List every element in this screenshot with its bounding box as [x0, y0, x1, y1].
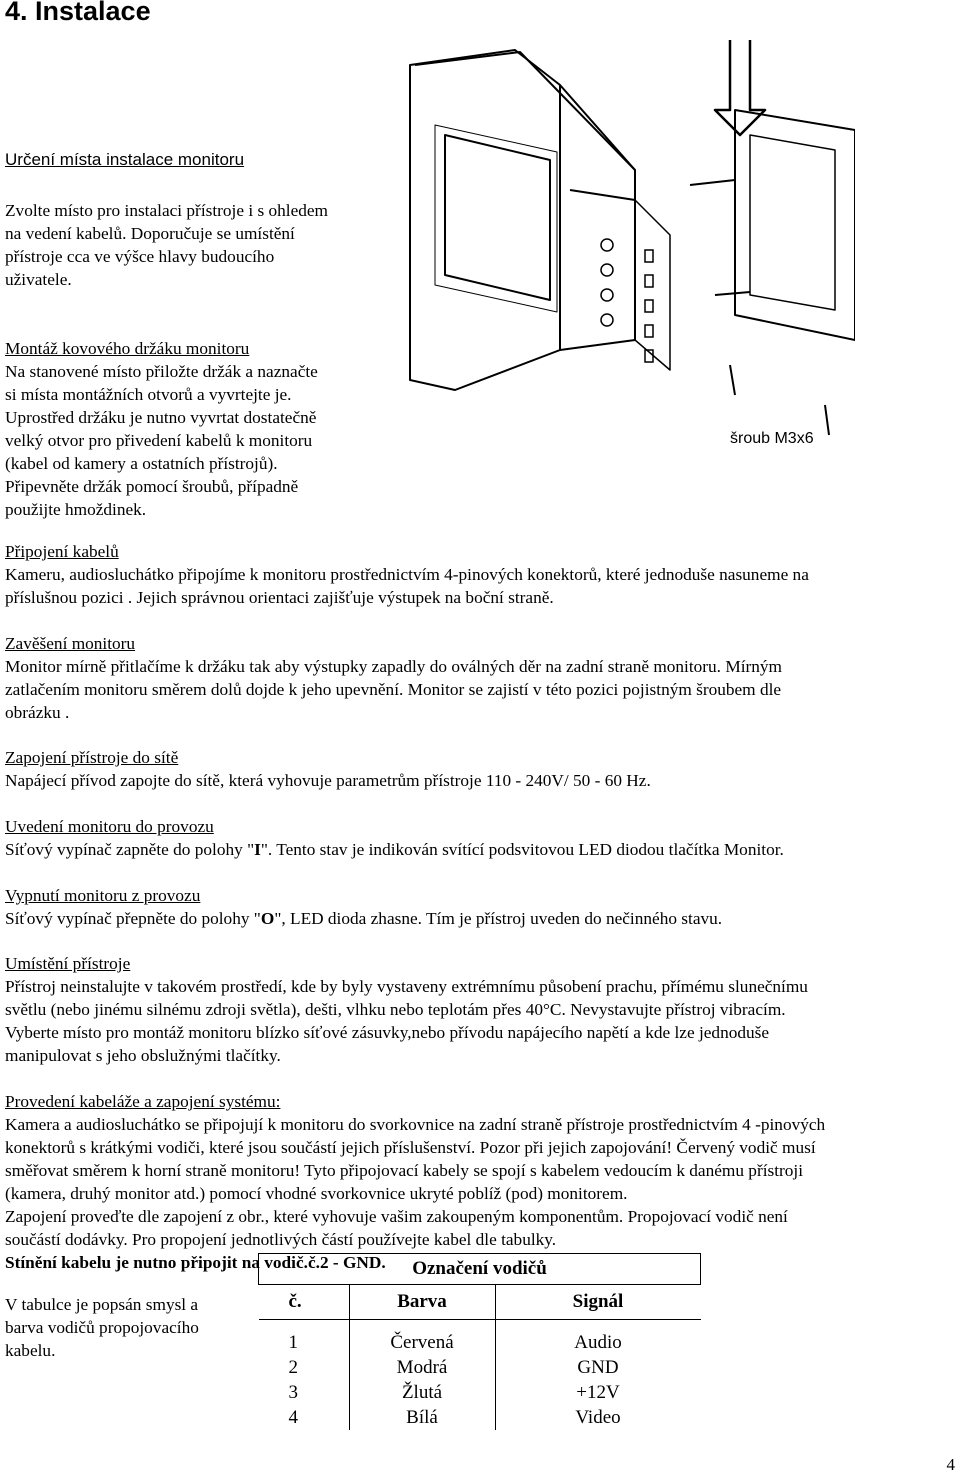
- section-title-bracket: Montáž kovového držáku monitoru: [5, 339, 250, 358]
- row-3-color: Žlutá: [401, 1382, 443, 1403]
- row-1-signal: Audio: [574, 1332, 622, 1353]
- screw-top: [690, 180, 735, 185]
- row-3-number: 3: [288, 1382, 298, 1403]
- switch-on-text-pre: Síťový vypínač zapněte do polohy ": [5, 840, 255, 859]
- row-4-number: 4: [288, 1407, 298, 1428]
- connector-3: [645, 300, 653, 312]
- button-4: [601, 314, 613, 326]
- section-text-location: Zvolte místo pro instalaci přístroje i s ohledem na vedení kabelů. Doporučuje se umístění přístroje cca ve výšce hlavy budoucího uživatele.: [5, 201, 329, 289]
- table-note: V tabulce je popsán smysl a barva vodičů propojovacího kabelu.: [5, 1295, 199, 1360]
- section-text-placement: Přístroj neinstalujte v takovém prostředí, kde by byly vystaveny extrémnímu působení prachu, přímému slunečnímu světlu (nebo jinému silnému zdroji světla), dešti, vlhku nebo teplotám přes 40°C. Nevystavujte přístroj vibracím. Vyberte místo pro montáž monitoru blízko síťové zásuvky,nebo přívodu napájecího napětí a kde lze jednoduše manipulovat s jeho obslužnými tlačítky.: [5, 977, 808, 1065]
- button-3: [601, 289, 613, 301]
- wire-table: [258, 1253, 701, 1430]
- table-row: [259, 1320, 701, 1431]
- monitor-screen: [445, 135, 550, 300]
- button-2: [601, 264, 613, 276]
- table-title-row: [259, 1254, 701, 1285]
- row-2-color: Modrá: [396, 1357, 448, 1378]
- cell-color: [349, 1320, 495, 1431]
- row-1-color: Červená: [390, 1332, 454, 1353]
- section-title-power: Zapojení přístroje do sítě: [5, 748, 179, 767]
- header-signal: Signál: [495, 1285, 701, 1320]
- down-arrow: [715, 40, 765, 135]
- screw-low-2: [825, 405, 829, 435]
- button-1: [601, 239, 613, 251]
- switch-off-text-pre: Síťový vypínač přepněte do polohy ": [5, 909, 261, 928]
- monitor-top-edge: [415, 52, 635, 200]
- switch-off-text-post: ", LED dioda zhasne. Tím je přístroj uveden do nečinného stavu.: [274, 909, 723, 928]
- page-number: 4: [946, 1455, 955, 1474]
- screw-mid: [715, 292, 750, 295]
- section-text-bracket: Na stanovené místo přiložte držák a naznačte si místa montážních otvorů a vyvrtejte je. Uprostřed držáku je nutno vyvrtat dostatečně velký otvor pro přivedení kabelů k monitoru (kabel od kamery a ostatních přístrojů). Připevněte držák pomocí šroubů, případně použijte hmoždinek.: [5, 362, 318, 519]
- connector-2: [645, 275, 653, 287]
- screw-low-1: [730, 365, 735, 395]
- row-2-number: 2: [288, 1357, 298, 1378]
- section-title-cables: Připojení kabelů: [5, 542, 119, 561]
- section-switch-on: [5, 792, 955, 861]
- section-text-cables: Kameru, audiosluchátko připojíme k monitoru prostřednictvím 4-pinových konektorů, které jednoduše nasuneme na příslušnou pozici . Jejich správnou orientaci zajišťuje výstupek na boční straně.: [5, 565, 809, 607]
- header-number: č.: [259, 1285, 350, 1320]
- section-switch-off: [5, 861, 955, 930]
- section-title-placement: Umístění přístroje: [5, 954, 131, 973]
- section-title-switch-off: Vypnutí monitoru z provozu: [5, 886, 201, 905]
- row-1-number: 1: [288, 1332, 298, 1353]
- switch-off-position: O: [260, 909, 275, 928]
- wall-bracket: [735, 110, 855, 340]
- section-title-switch-on: Uvedení monitoru do provozu: [5, 817, 214, 836]
- section-text-power: Napájecí přívod zapojte do sítě, která vyhovuje parametrům přístroje 110 - 240V/ 50 - 60 Hz.: [5, 771, 651, 790]
- table-header-row: [259, 1285, 701, 1320]
- switch-on-text-post: ". Tento stav je indikován svítící podsvitovou LED diodou tlačítka Monitor.: [260, 840, 784, 859]
- section-hanging: [5, 609, 955, 724]
- connector-1: [645, 250, 653, 262]
- section-power: [5, 723, 955, 792]
- row-2-signal: GND: [577, 1357, 619, 1378]
- connector-4: [645, 325, 653, 337]
- section-title-hanging: Zavěšení monitoru: [5, 634, 136, 653]
- section-cables: [5, 517, 955, 609]
- section-bracket: [5, 314, 390, 521]
- header-color: Barva: [349, 1285, 495, 1320]
- section-text-hanging: Monitor mírně přitlačíme k držáku tak aby výstupky zapadly do oválných děr na zadní straně monitoru. Mírným zatlačením monitoru směrem dolů dojde k jeho upevnění. Monitor se zajistí v této pozici pojistným šroubem dle obrázku .: [5, 657, 782, 722]
- switch-on-position: I: [254, 840, 261, 859]
- section-title-wiring: Provedení kabeláže a zapojení systému:: [5, 1092, 281, 1111]
- table-title: Označení vodičů: [259, 1254, 701, 1285]
- monitor-bezel: [435, 125, 557, 312]
- monitor-outline: [410, 50, 560, 390]
- cell-number: [259, 1320, 350, 1431]
- row-4-color: Bílá: [406, 1407, 438, 1428]
- section-text-wiring: Kamera a audiosluchátko se připojují k monitoru do svorkovnice na zadní straně přístroje prostřednictvím 4 -pinových konektorů s krátkými vodiči, které jsou součástí jejich příslušenství. Pozor při jejich zapojování! Červený vodič musí směřovat směrem k horní straně monitoru! Tyto připojovací kabely se spojí s kabelem vedoucím k danému přístroji (kamera, druhý monitor atd.) pomocí vhodné svorkovnice ukryté poblíž (pod) monitorem. Zapojení proveďte dle zapojení z obr., které vyhovuje vašim zakoupeným komponentům. Propojovací vodič není součástí dodávky. Pro propojení jednotlivých částí používejte kabel dle tabulky.: [5, 1115, 826, 1249]
- screw-label: šroub M3x6: [730, 430, 814, 447]
- bracket-inner-frame: [750, 135, 835, 310]
- shielding-note: Stínění kabelu je nutno připojit na vodič.č.2 - GND.: [5, 1253, 386, 1272]
- cell-signal: [495, 1320, 701, 1431]
- row-3-signal: +12V: [576, 1382, 620, 1403]
- monitor-side: [560, 85, 635, 350]
- mounting-diagram: [395, 40, 855, 460]
- section-title-location: Určení místa instalace monitoru: [5, 150, 245, 169]
- row-4-signal: Video: [575, 1407, 621, 1428]
- page-heading: 4. Instalace: [5, 0, 151, 26]
- section-placement: [5, 929, 955, 1067]
